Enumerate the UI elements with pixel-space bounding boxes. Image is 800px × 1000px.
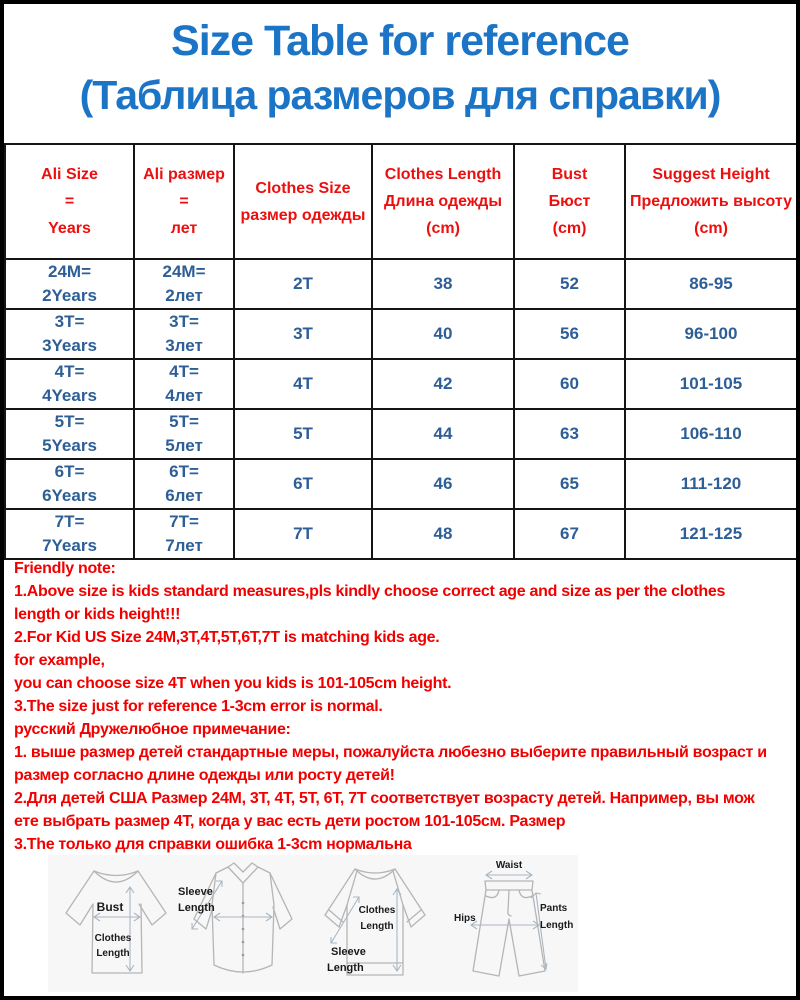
note-line: Friendly note: bbox=[14, 560, 116, 577]
cell-line: 3лет bbox=[165, 336, 203, 355]
cell-value: 101-105 bbox=[679, 374, 743, 393]
col-clothes-size bbox=[234, 144, 372, 259]
cell-ali-razmer bbox=[134, 459, 234, 509]
header-line: (cm) bbox=[694, 220, 728, 237]
cell-line: 4T= bbox=[169, 362, 199, 381]
cell-value: 40 bbox=[433, 324, 453, 343]
cell-ali-size bbox=[5, 459, 134, 509]
cell-line: 24M= bbox=[48, 262, 91, 281]
cell-suggest-height bbox=[625, 509, 797, 559]
shirt-outline bbox=[194, 863, 292, 973]
sweatshirt-diagram bbox=[313, 859, 443, 989]
title-line-english: Size Table for reference bbox=[171, 17, 629, 65]
cell-value: 52 bbox=[560, 274, 579, 293]
cell-value: 65 bbox=[560, 474, 579, 493]
cell-line: 7лет bbox=[165, 536, 203, 555]
cell-ali-razmer bbox=[134, 359, 234, 409]
cell-clothes-size bbox=[234, 259, 372, 309]
header-row bbox=[5, 144, 797, 259]
cell-value: 44 bbox=[433, 424, 453, 443]
note-line: ете выбрать размер 4T, когда у вас есть дети ростом 101-105см. Размер bbox=[14, 813, 566, 830]
page-title bbox=[4, 14, 796, 122]
table-row bbox=[5, 309, 797, 359]
header-line: Years bbox=[48, 220, 91, 237]
length-label: Length bbox=[540, 920, 573, 931]
cell-value: 46 bbox=[433, 474, 453, 493]
cell-value: 86-95 bbox=[689, 274, 733, 293]
measurement-diagrams bbox=[48, 855, 578, 992]
header-line: Ali Size bbox=[41, 166, 98, 183]
note-line: 1.Above size is kids standard measures,pls kindly choose correct age and size as per the clothes bbox=[14, 583, 726, 600]
header-line: Suggest Height bbox=[652, 166, 770, 183]
cell-line: 5лет bbox=[165, 436, 203, 455]
cell-ali-razmer bbox=[134, 309, 234, 359]
header-line: Ali размер bbox=[143, 166, 225, 183]
cell-value: 38 bbox=[433, 274, 453, 293]
cell-value: 5T bbox=[293, 424, 313, 443]
cell-ali-size bbox=[5, 359, 134, 409]
cell-line: 5T= bbox=[54, 412, 85, 431]
clothes-label: Clothes bbox=[358, 905, 396, 916]
cell-suggest-height bbox=[625, 459, 797, 509]
cell-value: 6T bbox=[293, 474, 313, 493]
cell-clothes-size bbox=[234, 459, 372, 509]
note-line: length or kids height!!! bbox=[14, 606, 181, 623]
cell-ali-size bbox=[5, 309, 134, 359]
cell-clothes-length bbox=[372, 509, 514, 559]
cell-value: 63 bbox=[560, 424, 579, 443]
cell-line: 6T= bbox=[169, 462, 199, 481]
sleeve-label: Sleeve bbox=[178, 886, 213, 898]
title-line-russian: (Таблица размеров для справки) bbox=[79, 72, 721, 118]
header-line: размер одежды bbox=[240, 206, 366, 224]
col-suggest-height bbox=[625, 144, 797, 259]
cell-clothes-length bbox=[372, 459, 514, 509]
note-line: 2.For Kid US Size 24M,3T,4T,5T,6T,7T is matching kids age. bbox=[14, 629, 440, 646]
cell-value: 2T bbox=[293, 274, 313, 293]
header-line: Длина одежды bbox=[384, 193, 502, 210]
table-row bbox=[5, 459, 797, 509]
header-line: Бюст bbox=[548, 193, 591, 210]
note-line: русский Дружелюбное примечание: bbox=[14, 721, 291, 738]
cell-value: 7T bbox=[293, 524, 313, 543]
cell-ali-razmer bbox=[134, 409, 234, 459]
cell-value: 60 bbox=[560, 374, 579, 393]
cell-ali-size bbox=[5, 509, 134, 559]
cell-ali-size bbox=[5, 409, 134, 459]
cell-line: 5Years bbox=[42, 436, 97, 455]
bust-label: Bust bbox=[96, 900, 124, 914]
cell-value: 111-120 bbox=[680, 474, 742, 493]
cell-line: 4Years bbox=[42, 386, 97, 405]
table-row bbox=[5, 359, 797, 409]
bust-arrow bbox=[94, 913, 140, 921]
length-label: Length bbox=[178, 902, 215, 914]
cell-line: 6T= bbox=[54, 462, 85, 481]
cell-line: 3T= bbox=[169, 312, 199, 331]
header-line: Предложить высоту bbox=[629, 193, 793, 210]
length-label: Length bbox=[96, 948, 130, 959]
header-line: (cm) bbox=[426, 220, 460, 237]
cell-line: 7Years bbox=[42, 536, 97, 555]
cell-line: 5T= bbox=[169, 412, 199, 431]
cell-clothes-length bbox=[372, 409, 514, 459]
cell-value: 3T bbox=[293, 324, 313, 343]
cell-value: 4T bbox=[293, 374, 313, 393]
cell-suggest-height bbox=[625, 409, 797, 459]
table-row bbox=[5, 409, 797, 459]
cell-value: 42 bbox=[433, 374, 453, 393]
waist-arrow bbox=[486, 871, 532, 879]
cell-value: 48 bbox=[433, 524, 453, 543]
size-table bbox=[4, 143, 798, 560]
header-line: Clothes Length bbox=[384, 166, 502, 183]
length-label: Length bbox=[360, 921, 394, 932]
pants-label: Pants bbox=[540, 903, 568, 914]
cell-value: 106-110 bbox=[680, 424, 742, 443]
cell-clothes-size bbox=[234, 359, 372, 409]
cell-value: 67 bbox=[560, 524, 579, 543]
header-line: = bbox=[64, 193, 75, 210]
note-line: you can choose size 4T when you kids is 101-105cm height. bbox=[14, 675, 452, 692]
note-line: 3.The только для справки ошибка 1-3cm нормальна bbox=[14, 836, 412, 853]
shirt-diagram bbox=[176, 859, 311, 989]
length-label: Length bbox=[327, 962, 364, 974]
cell-ali-size bbox=[5, 259, 134, 309]
hips-label: Hips bbox=[454, 913, 476, 924]
cell-value: 121-125 bbox=[679, 524, 743, 543]
cell-clothes-length bbox=[372, 309, 514, 359]
note-line: 1. выше размер детей стандартные меры, пожалуйста любезно выберите правильный возраст и bbox=[14, 744, 767, 761]
cell-line: 3Years bbox=[42, 336, 97, 355]
note-line: 3.The size just for reference 1-3cm error is normal. bbox=[14, 698, 383, 715]
table-row bbox=[5, 259, 797, 309]
col-ali-size bbox=[5, 144, 134, 259]
header-line: Clothes Size bbox=[255, 179, 351, 197]
cell-bust bbox=[514, 359, 625, 409]
col-clothes-length bbox=[372, 144, 514, 259]
cell-line: 7T= bbox=[54, 512, 85, 531]
cell-clothes-size bbox=[234, 409, 372, 459]
cell-line: 6лет bbox=[165, 486, 203, 505]
cell-line: 2Years bbox=[42, 286, 97, 305]
note-line: for example, bbox=[14, 652, 105, 669]
header-line: Bust bbox=[551, 166, 588, 183]
cell-line: 3T= bbox=[54, 312, 85, 331]
note-line: 2.Для детей США Размер 24M, 3T, 4T, 5T, 6T, 7T соответствует возрасту детей. Например, вы мож bbox=[14, 790, 755, 807]
sleeve-length-arrow bbox=[331, 897, 359, 943]
cell-clothes-size bbox=[234, 309, 372, 359]
header-line: лет bbox=[170, 220, 198, 237]
cell-suggest-height bbox=[625, 259, 797, 309]
cell-clothes-length bbox=[372, 259, 514, 309]
pants-diagram bbox=[453, 859, 573, 989]
cell-line: 7T= bbox=[169, 512, 199, 531]
cell-line: 24M= bbox=[162, 262, 206, 281]
friendly-notes bbox=[14, 557, 794, 856]
cell-clothes-size bbox=[234, 509, 372, 559]
clothes-label: Clothes bbox=[94, 933, 132, 944]
cell-bust bbox=[514, 409, 625, 459]
col-bust bbox=[514, 144, 625, 259]
cell-suggest-height bbox=[625, 359, 797, 409]
waist-label: Waist bbox=[495, 860, 523, 871]
tshirt-diagram bbox=[56, 859, 176, 989]
cell-clothes-length bbox=[372, 359, 514, 409]
col-ali-razmer bbox=[134, 144, 234, 259]
cell-bust bbox=[514, 309, 625, 359]
cell-ali-razmer bbox=[134, 509, 234, 559]
cell-bust bbox=[514, 259, 625, 309]
sleeve-label: Sleeve bbox=[331, 946, 366, 958]
header-line: = bbox=[179, 193, 189, 210]
note-line: размер согласно длине одежды или росту детей! bbox=[14, 767, 395, 784]
clothes-length-arrow bbox=[393, 889, 401, 971]
cell-suggest-height bbox=[625, 309, 797, 359]
cell-line: 2лет bbox=[165, 286, 203, 305]
cell-line: 4T= bbox=[54, 362, 85, 381]
header-line: (cm) bbox=[552, 220, 587, 237]
cell-line: 6Years bbox=[42, 486, 97, 505]
table-row bbox=[5, 509, 797, 559]
cell-value: 96-100 bbox=[684, 324, 738, 343]
cell-bust bbox=[514, 509, 625, 559]
cell-line: 4лет bbox=[165, 386, 203, 405]
cell-value: 56 bbox=[560, 324, 579, 343]
cell-bust bbox=[514, 459, 625, 509]
cell-ali-razmer bbox=[134, 259, 234, 309]
